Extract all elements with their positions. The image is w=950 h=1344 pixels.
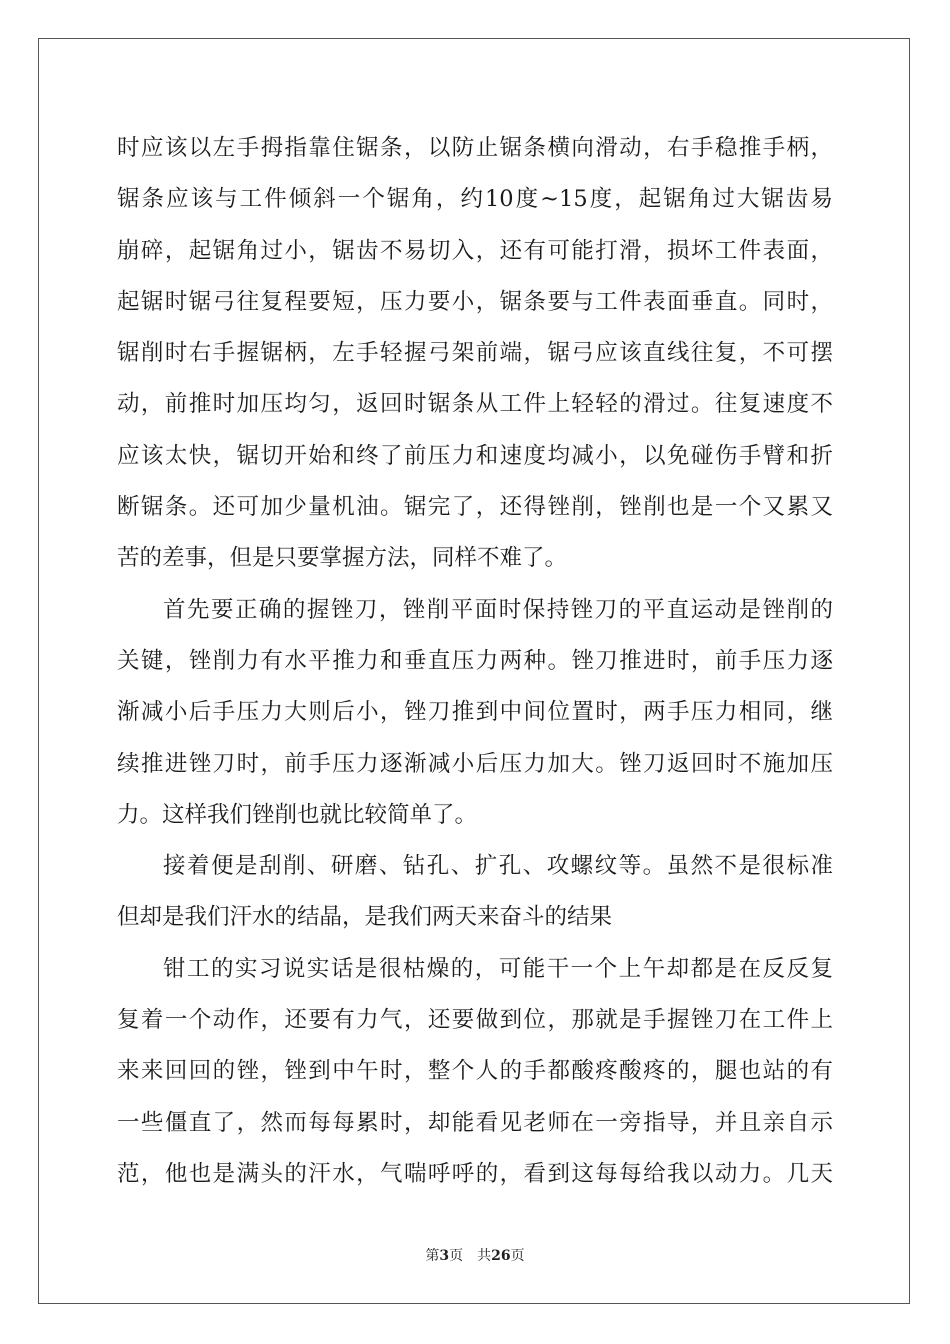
text-line: 首先要正确的握锉刀，锉削平面时保持锉刀的平直运动是锉削的 bbox=[163, 596, 833, 623]
text-line: 渐减小后手压力大则后小，锉刀推到中间位置时，两手压力相同，继 bbox=[117, 699, 833, 726]
footer-page-number: 3 bbox=[439, 1248, 450, 1264]
footer-total-prefix: 共 bbox=[477, 1248, 492, 1264]
document-body bbox=[117, 123, 833, 1200]
text-line: 钳工的实习说实话是很枯燥的，可能干一个上午却都是在反反复 bbox=[163, 955, 833, 982]
text-line: 复着一个动作，还要有力气，还要做到位，那就是手握锉刀在工件上 bbox=[117, 1007, 833, 1034]
text-line: 断锯条。还可加少量机油。锯完了，还得锉削，锉削也是一个又累又 bbox=[117, 494, 833, 521]
text-line: 锯条应该与工件倾斜一个锯角，约10度~15度，起锯角过大锯齿易 bbox=[117, 186, 833, 213]
text-line: 崩碎，起锯角过小，锯齿不易切入，还有可能打滑，损坏工件表面， bbox=[117, 237, 833, 264]
footer-page-suffix: 页 bbox=[449, 1248, 464, 1264]
footer-page-prefix: 第 bbox=[425, 1248, 440, 1264]
text-line: 力。这样我们锉削也就比较简单了。 bbox=[117, 801, 478, 828]
footer-total-pages: 26 bbox=[491, 1248, 511, 1264]
text-line: 关键，锉削力有水平推力和垂直压力两种。锉刀推进时，前手压力逐 bbox=[117, 647, 833, 674]
text-line: 范，他也是满头的汗水，气喘呼呼的，看到这每每给我以动力。几天 bbox=[117, 1160, 833, 1187]
text-line: 来来回回的锉，锉到中午时，整个人的手都酸疼酸疼的，腿也站的有 bbox=[117, 1058, 833, 1085]
text-line: 一些僵直了，然而每每累时，却能看见老师在一旁指导，并且亲自示 bbox=[117, 1109, 833, 1136]
text-line: 苦的差事，但是只要掌握方法，同样不难了。 bbox=[117, 545, 568, 572]
page-footer bbox=[0, 1247, 950, 1265]
text-line: 续推进锉刀时，前手压力逐渐减小后压力加大。锉刀返回时不施加压 bbox=[117, 750, 833, 777]
text-line: 应该太快，锯切开始和终了前压力和速度均减小，以免碰伤手臂和折 bbox=[117, 442, 833, 469]
text-line: 锯削时右手握锯柄，左手轻握弓架前端，锯弓应该直线往复，不可摆 bbox=[117, 340, 833, 367]
text-line: 但却是我们汗水的结晶，是我们两天来奋斗的结果 bbox=[117, 904, 613, 931]
footer-total-suffix: 页 bbox=[510, 1248, 525, 1264]
text-line: 时应该以左手拇指靠住锯条，以防止锯条横向滑动，右手稳推手柄， bbox=[117, 135, 833, 161]
text-line: 动，前推时加压均匀，返回时锯条从工件上轻轻的滑过。往复速度不 bbox=[117, 391, 833, 418]
text-line: 起锯时锯弓往复程要短，压力要小，锯条要与工件表面垂直。同时， bbox=[117, 288, 833, 315]
text-line: 接着便是刮削、研磨、钻孔、扩孔、攻螺纹等。虽然不是很标准 bbox=[163, 853, 833, 880]
